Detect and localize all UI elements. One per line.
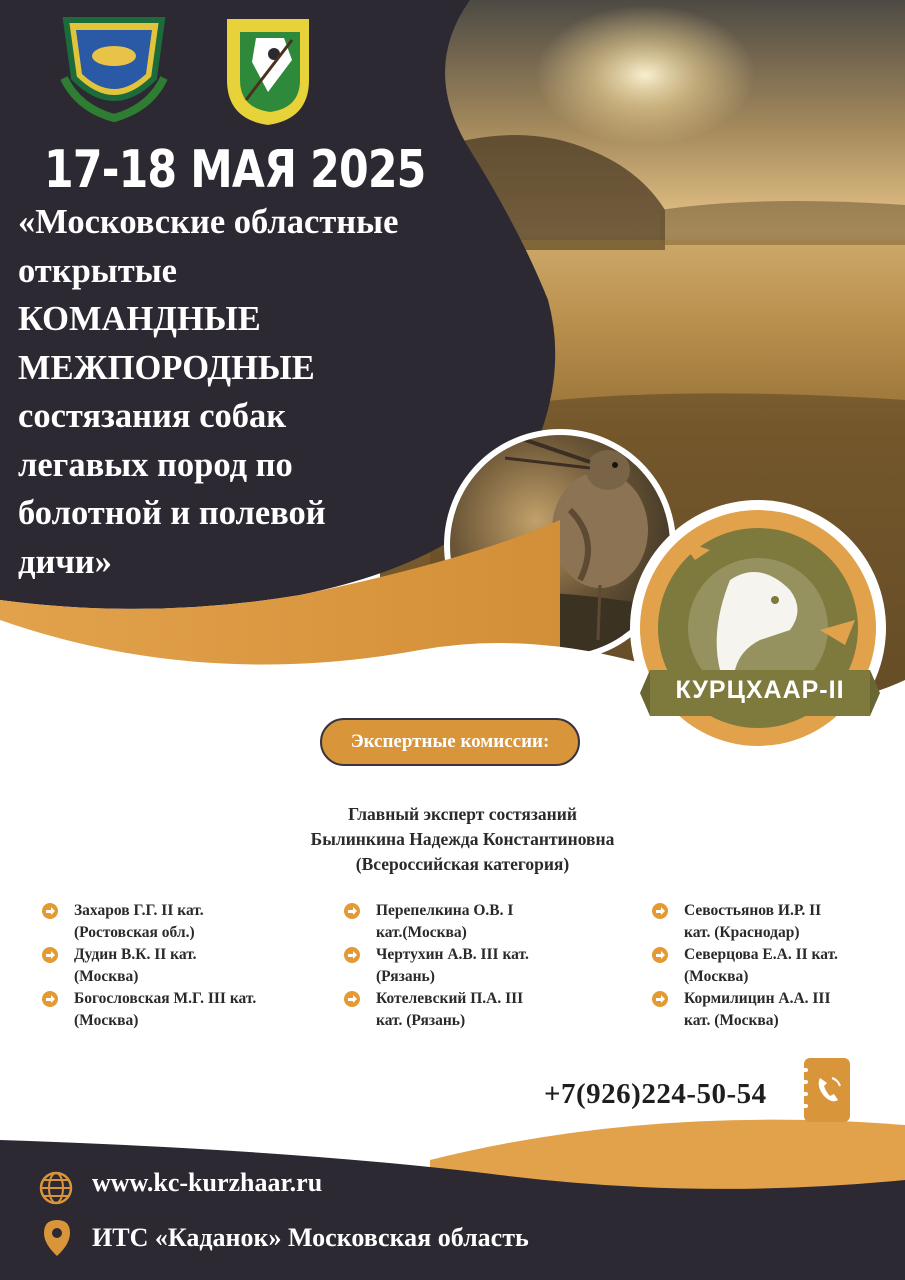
expert-list-item: [650, 944, 838, 988]
arrow-right-icon: [652, 991, 668, 1007]
phone-notebook-icon: [800, 1056, 854, 1124]
expert-name-line1: Чертухин А.В. III кат.: [376, 946, 529, 963]
chief-expert: [0, 802, 905, 877]
expert-name-line2: (Ростовская обл.): [74, 924, 195, 941]
website-link[interactable]: www.kc-kurzhaar.ru: [92, 1168, 323, 1197]
event-location: ИТС «Каданок» Московская область: [92, 1223, 529, 1252]
expert-name-line1: Северцова Е.А. II кат.: [684, 946, 838, 963]
expert-name-line1: Перепелкина О.В. I: [376, 902, 514, 919]
arrow-right-icon: [42, 903, 58, 919]
kurzhaar-dog-emblem-icon: [640, 520, 880, 750]
event-title-line: КОМАНДНЫЕ: [18, 300, 261, 338]
arrow-right-icon: [42, 991, 58, 1007]
event-title-line: состязания собак: [18, 397, 287, 435]
expert-column: [650, 900, 838, 1032]
expert-name-line1: Котелевский П.А. III: [376, 990, 524, 1007]
expert-list-item: [650, 988, 838, 1032]
expert-name-line1: Севостьянов И.Р. II: [684, 902, 822, 919]
event-title-line: болотной и полевой: [18, 494, 326, 532]
arrow-right-icon: [42, 947, 58, 963]
expert-list-item: [342, 988, 529, 1032]
event-title-line: «Московские областные: [18, 203, 399, 241]
expert-name-line2: (Москва): [74, 1012, 139, 1029]
expert-name-line2: (Москва): [74, 968, 139, 985]
arrow-right-icon: [344, 991, 360, 1007]
dog-shield-icon: [222, 10, 314, 128]
chief-expert-role: Главный эксперт состязаний: [348, 804, 577, 824]
expert-name-line1: Богословская М.Г. III кат.: [74, 990, 257, 1007]
arrow-right-icon: [652, 903, 668, 919]
expert-name-line2: кат. (Краснодар): [684, 924, 800, 941]
expert-name-line2: кат. (Рязань): [376, 1012, 466, 1029]
expert-name-line1: Захаров Г.Г. II кат.: [74, 902, 204, 919]
chief-expert-name: Былинкина Надежда Константиновна: [310, 829, 615, 849]
arrow-right-icon: [344, 947, 360, 963]
expert-name-line2: кат. (Москва): [684, 1012, 779, 1029]
expert-list-item: [40, 944, 256, 988]
kurzhaar-banner: КУРЦХААР-II: [675, 676, 845, 704]
map-pin-icon: [42, 1218, 72, 1258]
globe-icon: [38, 1170, 74, 1206]
event-title-line: дичи»: [18, 542, 112, 581]
event-date: 17-18 МАЯ 2025: [44, 140, 426, 200]
expert-list-item: [40, 900, 256, 944]
expert-list-item: [342, 944, 529, 988]
expert-name-line1: Кормилицин А.А. III: [684, 990, 831, 1007]
expert-commission-label: Экспертные комиссии:: [320, 718, 580, 766]
event-title: [18, 198, 478, 586]
event-title-line: легавых пород по: [18, 445, 293, 484]
expert-list-item: [650, 900, 838, 944]
expert-column: [342, 900, 529, 1032]
expert-column: [40, 900, 256, 1032]
chief-expert-category: (Всероссийская категория): [355, 854, 570, 874]
bear-emblem-icon: [58, 8, 170, 123]
expert-name-line2: (Рязань): [376, 968, 435, 985]
phone-number[interactable]: +7(926)224-50-54: [544, 1078, 767, 1110]
expert-name-line1: Дудин В.К. II кат.: [74, 946, 197, 963]
expert-name-line2: (Москва): [684, 968, 749, 985]
expert-list-item: [40, 988, 256, 1032]
event-title-line: открытые: [18, 251, 177, 290]
event-title-line: МЕЖПОРОДНЫЕ: [18, 348, 315, 387]
arrow-right-icon: [652, 947, 668, 963]
expert-list-item: [342, 900, 529, 944]
arrow-right-icon: [344, 903, 360, 919]
expert-name-line2: кат.(Москва): [376, 924, 467, 941]
